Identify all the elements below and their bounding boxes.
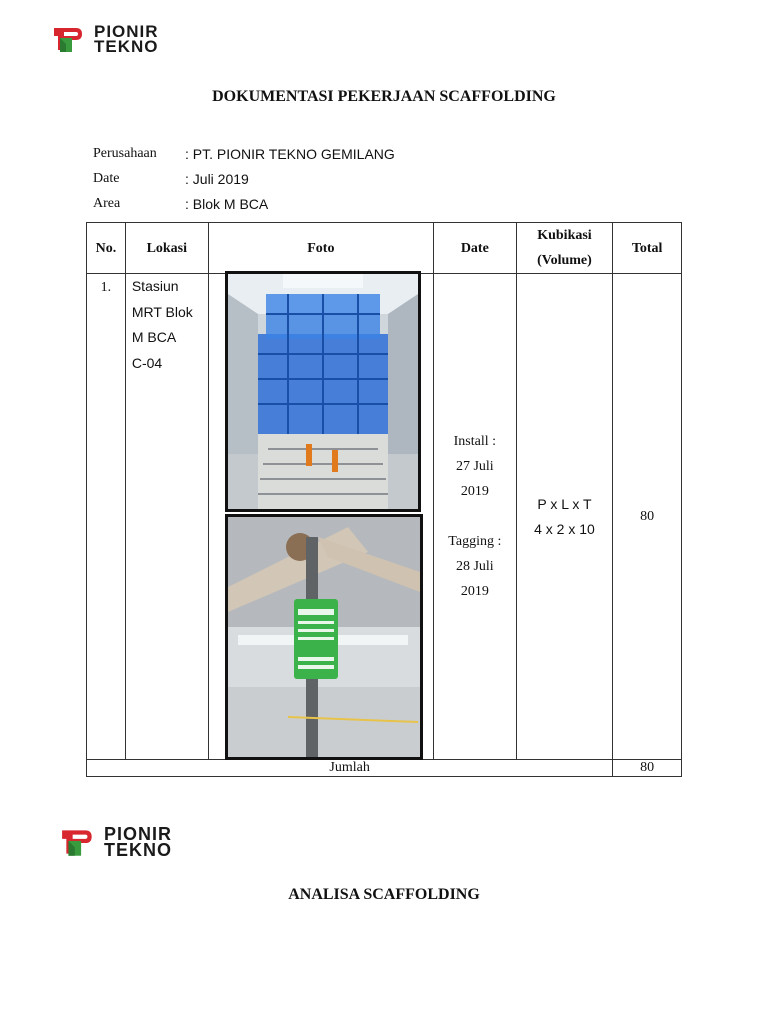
meta-label: Area xyxy=(93,196,121,211)
table-sum-row xyxy=(87,760,682,777)
date-line: Install : xyxy=(453,434,497,449)
lokasi-line: Stasiun xyxy=(131,278,179,294)
meta-label: Date xyxy=(93,171,120,186)
col-header-no: No. xyxy=(87,223,126,274)
meta-row-company xyxy=(93,146,395,171)
col-header-total: Total xyxy=(613,223,682,274)
scaffolding-install-photo xyxy=(225,271,421,512)
cell-total: 80 xyxy=(613,274,682,760)
date-line: Tagging : xyxy=(448,534,502,549)
cell-date xyxy=(433,274,516,760)
lokasi-line: M BCA xyxy=(131,329,177,345)
kubikasi-formula: P x L x T xyxy=(537,495,592,512)
logo-line-1: PIONIR xyxy=(104,824,173,844)
lokasi-line: MRT Blok xyxy=(131,303,193,320)
cell-foto xyxy=(208,274,433,760)
sum-label: Jumlah xyxy=(87,760,613,777)
meta-value: : Blok M BCA xyxy=(185,196,269,212)
pionir-logo-icon xyxy=(60,826,98,858)
logo-line-2: TEKNO xyxy=(104,840,172,860)
table-header-row xyxy=(87,223,682,274)
col-header-lokasi: Lokasi xyxy=(125,223,208,274)
col-header-foto: Foto xyxy=(208,223,433,274)
cell-no: 1. xyxy=(87,274,126,760)
date-line: 2019 xyxy=(460,484,489,499)
meta-value: : Juli 2019 xyxy=(185,171,249,187)
date-spacer xyxy=(434,504,516,529)
cell-lokasi xyxy=(125,274,208,760)
logo-line-1: PIONIR xyxy=(94,22,159,41)
document-meta xyxy=(93,146,395,221)
pionir-logo-icon xyxy=(52,24,88,54)
meta-row-date xyxy=(93,171,395,196)
meta-row-area xyxy=(93,196,395,221)
col-header-kubikasi xyxy=(516,223,613,274)
lokasi-line: C-04 xyxy=(131,354,163,371)
logo-line-2: TEKNO xyxy=(94,37,159,56)
sum-value: 80 xyxy=(613,760,682,777)
date-line: 2019 xyxy=(460,584,489,599)
date-line: 27 Juli xyxy=(455,459,494,474)
kubikasi-header-line-1: Kubikasi xyxy=(537,228,592,243)
table-row xyxy=(87,274,682,760)
kubikasi-header-line-2: (Volume) xyxy=(537,253,592,268)
company-logo xyxy=(52,24,159,54)
col-header-date: Date xyxy=(433,223,516,274)
date-line: 28 Juli xyxy=(455,559,494,574)
meta-value: : PT. PIONIR TEKNO GEMILANG xyxy=(185,146,395,162)
document-title: DOKUMENTASI PEKERJAAN SCAFFOLDING xyxy=(212,88,556,105)
kubikasi-value: 4 x 2 x 10 xyxy=(534,520,595,537)
meta-label: Perusahaan xyxy=(93,146,157,161)
scaffolding-tag-photo xyxy=(225,514,423,760)
company-logo-footer xyxy=(60,826,172,858)
cell-kubikasi xyxy=(516,274,613,760)
documentation-table xyxy=(86,222,682,777)
analisa-title: ANALISA SCAFFOLDING xyxy=(288,886,480,903)
